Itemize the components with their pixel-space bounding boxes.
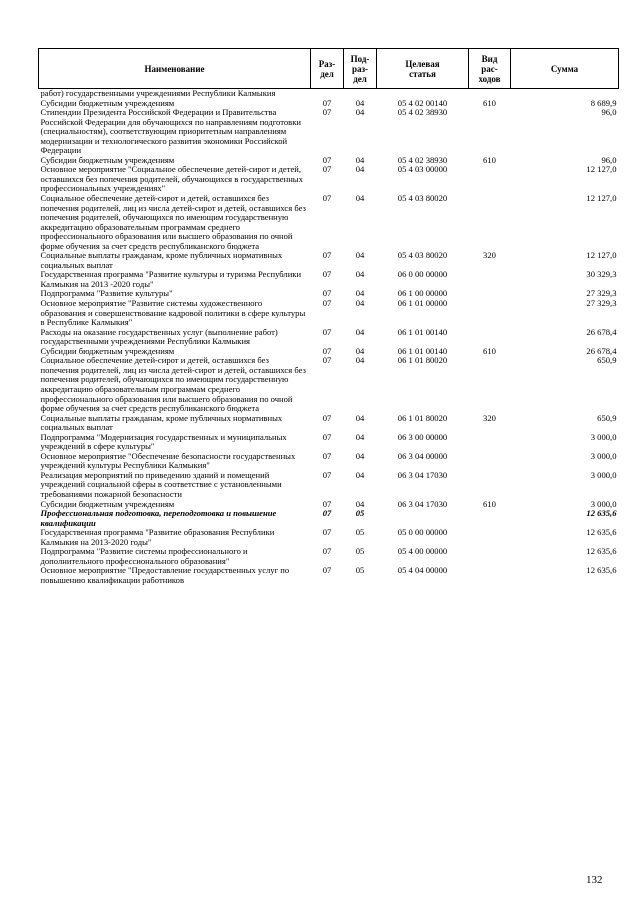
cell-vid <box>469 433 511 452</box>
cell-sum: 12 127,0 <box>586 193 617 204</box>
cell-sum: 3 000,0 <box>590 450 617 461</box>
cell-vid: 610 <box>483 154 496 165</box>
header-podrazdel <box>344 49 377 89</box>
cell-vid <box>469 471 511 500</box>
cell-target: 05 4 02 38930 <box>397 154 448 165</box>
cell-name: Подпрограмма "Развитие системы профессионального и дополнительного профессионального образования" <box>40 546 248 566</box>
header-sum-text: Сумма <box>550 63 579 74</box>
cell-razdel: 07 <box>322 326 332 337</box>
cell-target: 05 4 02 00140 <box>397 97 448 108</box>
header-name-text: Наименование <box>144 63 205 74</box>
cell-podrazdel: 04 <box>355 469 365 480</box>
table-row <box>39 566 619 585</box>
table-row <box>39 194 619 251</box>
cell-podrazdel: 04 <box>355 412 365 423</box>
cell-razdel: 07 <box>322 469 332 480</box>
table-row <box>39 433 619 452</box>
header-razdel <box>311 49 344 89</box>
header-vid <box>469 49 511 89</box>
cell-name: Основное мероприятие "Предоставление государственных услуг по повышению квалификации работников <box>40 565 290 585</box>
cell-sum: 12 127,0 <box>586 250 617 261</box>
cell-target <box>377 509 469 528</box>
cell-name: Основное мероприятие "Социальное обеспечение детей-сирот и детей, оставшихся без попечения родителей, обучающихся в государственных профессиональных учреждениях" <box>40 164 303 194</box>
cell-razdel: 07 <box>322 164 332 175</box>
page-number: 132 <box>586 874 603 886</box>
cell-target: 06 1 01 00000 <box>397 298 448 309</box>
cell-name: Социальные выплаты гражданам, кроме публичных нормативных социальных выплат <box>40 412 283 433</box>
cell-name: работ) государственными учреждениями Республики Калмыкия <box>40 88 276 98</box>
cell-podrazdel: 04 <box>355 97 365 108</box>
table-row <box>39 270 619 289</box>
table-body <box>39 89 619 586</box>
cell-name: Расходы на оказание государственных услуг (выполнение работ) государственными учреждениями Республики Калмыкия <box>40 326 278 347</box>
cell-sum: 3 000,0 <box>590 431 617 442</box>
cell-target: 06 1 00 00000 <box>397 288 448 299</box>
cell-vid: 320 <box>483 412 496 423</box>
cell-podrazdel: 05 <box>355 565 365 576</box>
cell-vid <box>469 194 511 251</box>
cell-podrazdel: 05 <box>355 546 365 557</box>
cell-razdel: 07 <box>322 412 332 423</box>
table-row <box>39 547 619 566</box>
table-row <box>39 471 619 500</box>
cell-razdel: 07 <box>322 107 332 118</box>
cell-razdel: 07 <box>322 498 332 509</box>
cell-name: Социальное обеспечение детей-сирот и детей, оставшихся без попечения родителей, лиц из числа детей-сирот и детей, оставшихся без попечения родителей, обучающихся по имеющим государственную аккредитацию образовательным программам среднего профессионального образования или высшего образования по очной форме обучения за счет средств республиканского бюджета <box>40 355 306 414</box>
cell-sum: 96,0 <box>601 154 617 165</box>
header-target-text: Целевая статья <box>405 58 440 79</box>
cell-razdel: 07 <box>322 527 332 538</box>
cell-sum: 26 678,4 <box>586 345 617 356</box>
cell-name: Социальные выплаты гражданам, кроме публичных нормативных социальных выплат <box>40 250 283 270</box>
cell-vid <box>469 165 511 194</box>
cell-sum: 26 678,4 <box>586 326 617 337</box>
cell-razdel: 07 <box>322 450 332 461</box>
header-target <box>377 49 469 89</box>
cell-sum: 96,0 <box>601 107 617 118</box>
cell-vid <box>469 356 511 413</box>
cell-sum: 12 127,0 <box>586 164 617 175</box>
table-row <box>39 414 619 433</box>
cell-target: 05 4 02 38930 <box>397 107 448 118</box>
table-header-row <box>39 49 619 89</box>
cell-razdel: 07 <box>322 355 332 366</box>
cell-vid: 610 <box>483 97 496 108</box>
cell-name: Подпрограмма "Модернизация государственных и муниципальных учреждений в сфере культуры" <box>40 431 287 452</box>
cell-target: 05 4 03 00000 <box>397 164 448 175</box>
cell-name: Субсидии бюджетным учреждениям <box>40 498 175 509</box>
cell-sum: 12 635,6 <box>586 565 617 576</box>
cell-podrazdel: 04 <box>355 164 365 175</box>
cell-target: 05 4 03 80020 <box>397 250 448 261</box>
cell-name: Субсидии бюджетным учреждениям <box>40 97 175 108</box>
budget-table-sheet <box>38 48 618 585</box>
header-sum <box>511 49 619 89</box>
cell-sum: 12 635,6 <box>586 546 617 557</box>
table-row <box>39 299 619 328</box>
cell-name: Реализация мероприятий по приведению зданий и помещений учреждений социальной сферы в соответствие с установленными требованиями пожарной безопасности <box>40 469 282 499</box>
table-row <box>39 528 619 547</box>
cell-target: 05 4 03 80020 <box>397 193 448 204</box>
cell-razdel: 07 <box>322 565 332 576</box>
cell-name: Основное мероприятие "Развитие системы художественного образования и совершенствование кадровой политики в сфере культуры в Республике Калмыкия" <box>40 298 306 328</box>
cell-target: 05 0 00 00000 <box>397 527 448 538</box>
cell-vid <box>469 289 511 299</box>
cell-vid <box>469 452 511 471</box>
cell-sum: 27 329,3 <box>586 298 617 309</box>
table-row <box>39 452 619 471</box>
cell-target: 06 0 00 00000 <box>397 269 448 280</box>
cell-name: Стипендии Президента Российской Федерации и Правительства Российской Федерации для обучающихся по направлениям подготовки (специальностям), соответствующим приоритетным направлениям модернизации и технологического развития экономики Российской Федерации <box>40 107 301 156</box>
cell-vid <box>469 547 511 566</box>
cell-vid <box>469 299 511 328</box>
cell-vid: 610 <box>483 345 496 356</box>
table-row <box>39 356 619 413</box>
cell-vid <box>469 509 511 528</box>
cell-target: 05 4 00 00000 <box>397 546 448 557</box>
cell-podrazdel: 04 <box>355 288 365 299</box>
cell-podrazdel: 04 <box>355 298 365 309</box>
cell-podrazdel: 04 <box>355 355 365 366</box>
cell-target: 05 4 04 00000 <box>397 565 448 576</box>
cell-target: 06 3 00 00000 <box>397 431 448 442</box>
cell-target: 06 1 01 80020 <box>397 355 448 366</box>
cell-vid <box>469 528 511 547</box>
cell-target: 06 3 04 00000 <box>397 450 448 461</box>
cell-name: Основное мероприятие "Обеспечение безопасности государственных учреждений культуры Республики Калмыкия" <box>40 450 296 471</box>
table-row <box>39 165 619 194</box>
cell-target: 06 1 01 80020 <box>397 412 448 423</box>
header-razdel-text: Раз- дел <box>318 58 336 79</box>
cell-target: 06 3 04 17030 <box>397 469 448 480</box>
cell-podrazdel: 04 <box>355 450 365 461</box>
cell-podrazdel: 05 <box>355 527 365 538</box>
cell-vid <box>469 328 511 347</box>
cell-podrazdel: 04 <box>355 107 365 118</box>
cell-name: Социальное обеспечение детей-сирот и детей, оставшихся без попечения родителей, лиц из числа детей-сирот и детей, оставшихся без попечения родителей, обучающихся по имеющим государственную аккредитацию образовательным программам среднего профессионального образования или высшего образования по очной форме обучения за счет средств республиканского бюджета <box>40 193 306 251</box>
cell-name: Подпрограмма "Развитие культуры" <box>40 288 173 299</box>
cell-name: Государственная программа "Развитие образования Республики Калмыкия на 2013-2020 годы" <box>40 527 275 547</box>
cell-razdel: 07 <box>322 431 332 442</box>
cell-podrazdel: 04 <box>355 345 365 356</box>
table-row <box>39 509 619 528</box>
cell-razdel: 07 <box>322 546 332 557</box>
cell-podrazdel: 04 <box>355 269 365 280</box>
cell-razdel: 07 <box>322 269 332 280</box>
header-vid-text: Вид рас- ходов <box>478 53 501 84</box>
cell-target: 06 1 01 00140 <box>397 345 448 356</box>
cell-razdel: 07 <box>322 508 332 519</box>
table-row <box>39 108 619 156</box>
cell-razdel: 07 <box>322 298 332 309</box>
cell-vid <box>469 108 511 156</box>
cell-sum: 30 329,3 <box>586 269 617 280</box>
cell-sum: 27 329,3 <box>586 288 617 299</box>
cell-podrazdel: 04 <box>355 250 365 261</box>
table-row <box>39 251 619 270</box>
cell-razdel: 07 <box>322 288 332 299</box>
cell-razdel: 07 <box>322 97 332 108</box>
cell-podrazdel: 04 <box>355 193 365 204</box>
cell-razdel: 07 <box>322 345 332 356</box>
table-row <box>39 328 619 347</box>
cell-sum: 3 000,0 <box>590 469 617 480</box>
header-podrazdel-text: Под- раз- дел <box>350 53 370 84</box>
header-name <box>39 49 311 89</box>
cell-vid <box>469 270 511 289</box>
cell-sum: 8 689,9 <box>590 97 617 108</box>
cell-name: Субсидии бюджетным учреждениям <box>40 154 175 165</box>
cell-podrazdel: 04 <box>355 326 365 337</box>
cell-razdel: 07 <box>322 250 332 261</box>
cell-podrazdel: 04 <box>355 154 365 165</box>
cell-razdel: 07 <box>322 193 332 204</box>
cell-sum: 650,9 <box>597 412 617 423</box>
cell-vid: 320 <box>483 250 496 261</box>
budget-table <box>38 48 619 585</box>
cell-sum: 650,9 <box>597 355 617 366</box>
cell-target: 06 3 04 17030 <box>397 498 448 509</box>
cell-sum: 3 000,0 <box>590 498 617 509</box>
cell-sum: 12 635,6 <box>586 527 617 538</box>
cell-podrazdel: 05 <box>355 508 365 519</box>
cell-sum: 12 635,6 <box>586 508 617 519</box>
cell-vid <box>469 566 511 585</box>
cell-target: 06 1 01 00140 <box>397 326 448 337</box>
cell-podrazdel: 04 <box>355 498 365 509</box>
cell-podrazdel: 04 <box>355 431 365 442</box>
cell-razdel: 07 <box>322 154 332 165</box>
cell-name: Государственная программа "Развитие культуры и туризма Республики Калмыкия на 2013 -2020 годы" <box>40 269 302 289</box>
cell-name: Субсидии бюджетным учреждениям <box>40 345 175 356</box>
cell-name: Профессиональная подготовка, переподготовка и повышение квалификации <box>40 508 277 528</box>
cell-vid: 610 <box>483 498 496 509</box>
